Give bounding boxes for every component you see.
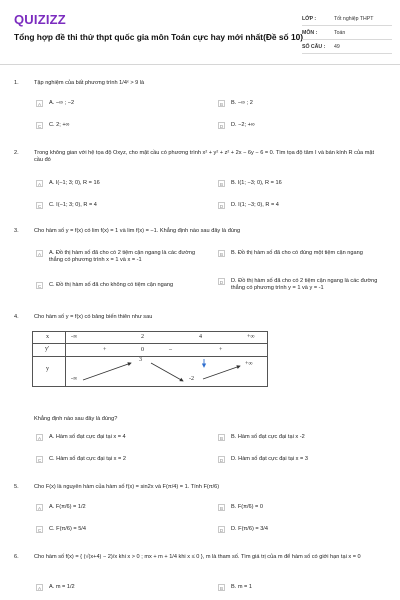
option-a[interactable]: [36, 250, 206, 264]
option-c[interactable]: [36, 456, 206, 463]
option-letter-box: D: [219, 528, 224, 533]
y-value: -∞: [71, 376, 78, 382]
option-d[interactable]: [218, 202, 388, 209]
option-text: B. F(π/6) = 0: [231, 504, 263, 510]
question-3: [14, 228, 390, 308]
x-value: -∞: [71, 334, 78, 340]
option-letter-box: B: [219, 252, 224, 257]
option-letter-box: B: [219, 506, 224, 511]
option-a[interactable]: [36, 100, 206, 107]
document-title: Tổng hợp đề thi thử thpt quốc gia môn Toán cực hay mới nhất(Đề số 10): [14, 32, 304, 42]
sign: 0: [141, 347, 144, 353]
option-b[interactable]: [218, 584, 388, 591]
meta-info: [302, 12, 392, 54]
increase-arrow: [203, 366, 240, 379]
question-1: [14, 80, 390, 140]
question-text: Tập nghiệm của bất phương trình 1/4ˣ > 9 là: [34, 80, 145, 86]
option-b[interactable]: [218, 180, 388, 187]
option-b[interactable]: [218, 504, 388, 511]
option-c[interactable]: [36, 526, 206, 533]
increase-arrow: [83, 363, 131, 380]
question-6: [14, 554, 390, 600]
option-letter-box: A: [37, 102, 42, 107]
option-b[interactable]: [218, 250, 388, 257]
option-text: C. F(π/6) = 5/4: [49, 526, 86, 532]
option-letter-box: B: [219, 102, 224, 107]
option-letter-box: B: [219, 436, 224, 441]
option-text: A. I(−1; 3; 0), R = 16: [49, 180, 100, 186]
meta-value: Tốt nghiệp THPT: [334, 15, 374, 22]
option-text: D. Đồ thị hàm số đã cho có 2 tiệm cận ngang là các đường thẳng có phương trình y = 1 và y = -1: [231, 278, 378, 291]
x-value: 2: [141, 334, 144, 340]
option-text: B. Đồ thị hàm số đã cho có đúng một tiệm cận ngang: [231, 250, 363, 256]
meta-key: MÔN :: [302, 29, 318, 36]
variation-table: [32, 331, 268, 387]
decrease-arrow: [151, 363, 183, 381]
option-letter-box: D: [219, 204, 224, 209]
label-x: x: [46, 334, 49, 340]
option-text: A. −∞ ; −2: [49, 100, 75, 106]
option-text: C. 2; +∞: [49, 122, 70, 128]
option-c[interactable]: [36, 202, 206, 209]
option-letter-box: D: [219, 458, 224, 463]
question-number: 2.: [14, 150, 19, 156]
sign: –: [169, 347, 172, 353]
option-letter-box: C: [37, 124, 42, 129]
option-text: B. −∞ ; 2: [231, 100, 253, 106]
y-value: -2: [189, 376, 194, 382]
question-2: [14, 150, 390, 216]
header-divider: [0, 64, 400, 65]
option-letter-box: A: [37, 506, 42, 511]
option-letter-box: C: [37, 528, 42, 533]
option-text: D. −2; +∞: [231, 122, 255, 128]
option-letter-box: C: [37, 284, 42, 289]
option-text: A. Hàm số đạt cực đại tại x = 4: [49, 434, 126, 440]
option-letter-box: B: [219, 586, 224, 591]
x-value: +∞: [247, 334, 255, 340]
option-text: D. I(1; −3; 0), R = 4: [231, 202, 279, 208]
option-text: B. Hàm số đạt cực đại tại x -2: [231, 434, 305, 440]
option-text: D. Hàm số đạt cực đại tại x = 3: [231, 456, 308, 462]
meta-row-subject: [302, 26, 392, 40]
question-number: 5.: [14, 484, 19, 490]
option-c[interactable]: [36, 122, 206, 129]
variation-arrows: [33, 332, 269, 388]
sign: +: [219, 347, 223, 353]
label-yprime: y': [45, 346, 50, 352]
meta-value: 49: [334, 43, 340, 50]
option-text: A. m = 1/2: [49, 584, 75, 590]
question-text: Cho F(x) là nguyên hàm của hàm số f(x) = sin2x và F(π/4) = 1. Tính F(π/6): [34, 484, 220, 490]
option-letter-box: B: [219, 182, 224, 187]
meta-key: SỐ CÂU :: [302, 43, 326, 50]
option-letter-box: A: [37, 182, 42, 187]
question-text: Cho hàm số y = f(x) có bảng biến thiên như sau: [34, 314, 153, 320]
option-letter-box: D: [219, 124, 224, 129]
question-number: 4.: [14, 314, 19, 320]
option-b[interactable]: [218, 100, 388, 107]
option-d[interactable]: [218, 122, 388, 129]
question-number: 6.: [14, 554, 19, 560]
question-followup: Khẳng định nào sau đây là đúng?: [34, 416, 118, 422]
y-value: 3: [139, 357, 142, 363]
option-letter-box: C: [37, 458, 42, 463]
option-text: C. Đồ thị hàm số đã cho không có tiệm cận ngang: [49, 282, 174, 288]
option-b[interactable]: [218, 434, 388, 441]
option-a[interactable]: [36, 504, 206, 511]
meta-row-class: [302, 12, 392, 26]
question-number: 3.: [14, 228, 19, 234]
option-d[interactable]: [218, 278, 388, 292]
option-text: C. I(−1; 3; 0), R = 4: [49, 202, 97, 208]
x-value: 4: [199, 334, 202, 340]
option-text: D. F(π/6) = 3/4: [231, 526, 268, 532]
option-d[interactable]: [218, 526, 388, 533]
label-y: y: [46, 366, 49, 372]
option-text: B. I(1; −3; 0), R = 16: [231, 180, 282, 186]
question-text: Cho hàm số y = f(x) có lim f(x) = 1 và lim f(x) = −1. Khẳng định nào sau đây là đúng: [34, 228, 241, 234]
option-letter-box: A: [37, 252, 42, 257]
option-letter-box: A: [37, 436, 42, 441]
option-text: C. Hàm số đạt cực đại tại x = 2: [49, 456, 126, 462]
option-a[interactable]: [36, 180, 206, 187]
option-text: A. F(π/6) = 1/2: [49, 504, 86, 510]
option-d[interactable]: [218, 456, 388, 463]
y-value: +∞: [245, 361, 253, 367]
option-text: B. m = 1: [231, 584, 252, 590]
meta-value: Toán: [334, 29, 346, 36]
option-letter-box: C: [37, 204, 42, 209]
question-text: Cho hàm số f(x) = { (√(x+4) − 2)/x khi x > 0 ; mx + m + 1/4 khi x ≤ 0 }, m là tham số. Tìm giá trị của m để hàm số có giới hạn tại x = 0: [34, 554, 361, 560]
question-number: 1.: [14, 80, 19, 86]
meta-key: LỚP :: [302, 15, 317, 22]
meta-row-count: [302, 40, 392, 54]
quizizz-logo: QUIZIZZ: [14, 12, 66, 27]
question-5: [14, 484, 390, 544]
option-text: A. Đồ thị hàm số đã cho có 2 tiệm cận ngang là các đường thẳng có phương trình x = 1 và x = -1: [49, 250, 196, 263]
question-text: Trong không gian với hệ tọa độ Oxyz, cho mặt cầu có phương trình x² + y² + z² + 2x − 6y − 6 = 0. Tìm tọa độ tâm I và bán kính R của mặt cầu đó: [34, 150, 375, 163]
option-a[interactable]: [36, 434, 206, 441]
option-a[interactable]: [36, 584, 206, 591]
option-letter-box: D: [219, 280, 224, 285]
option-letter-box: A: [37, 586, 42, 591]
option-c[interactable]: [36, 282, 206, 289]
sign: +: [103, 347, 107, 353]
